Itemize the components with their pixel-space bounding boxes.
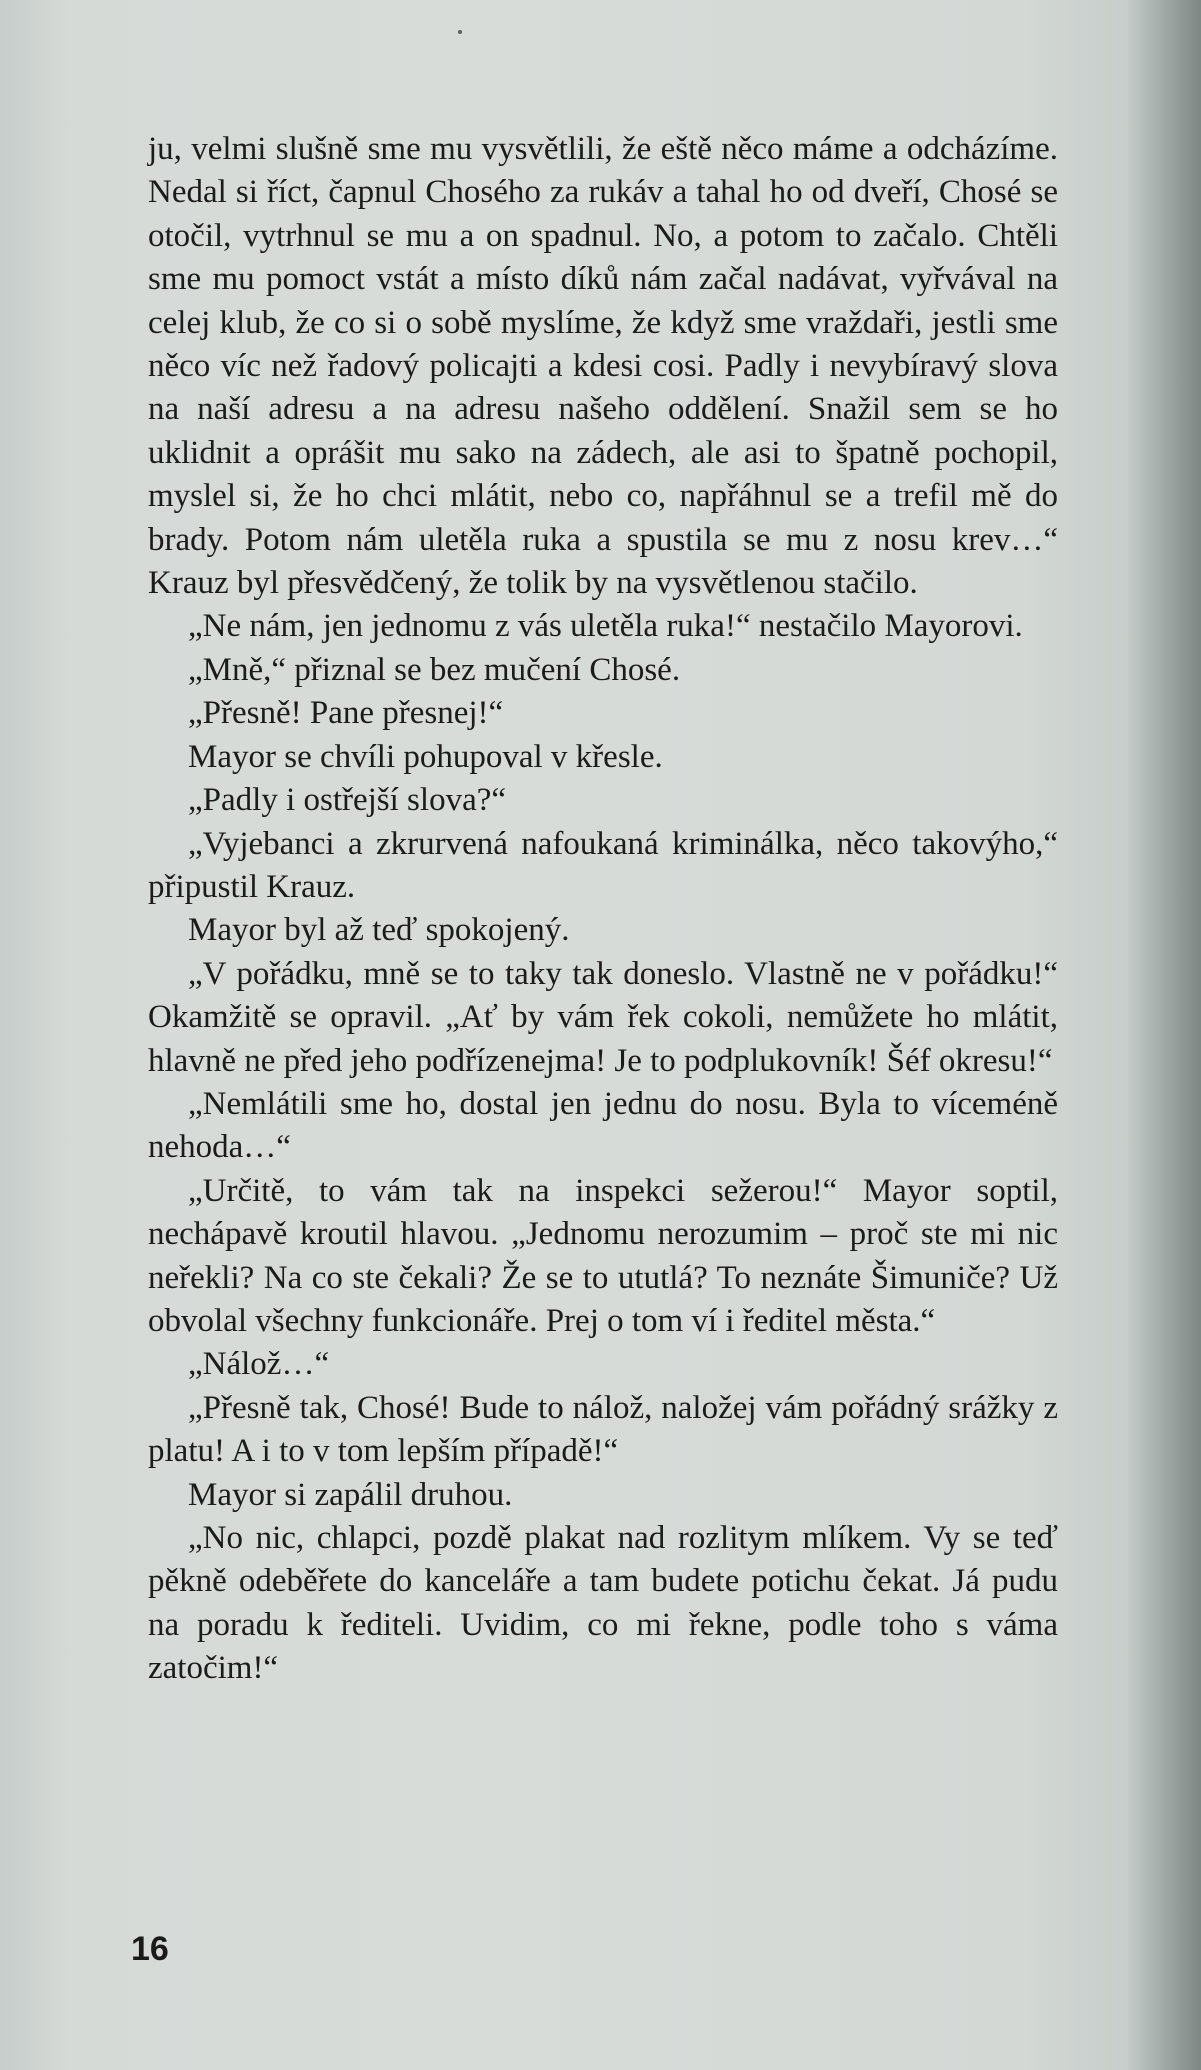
paragraph: „Přesně tak, Chosé! Bude to nálož, naložej vám pořádný srážky z platu! A i to v tom lepším případě!“ xyxy=(148,1389,1058,1470)
paragraph: ju, velmi slušně sme mu vysvětlili, že eště něco máme a odcházíme. Nedal si říct, čapnul Chosého za rukáv a tahal ho od dveří, Chosé se otočil, vytrhnul se mu a on spadnul. No, a potom to začalo. Chtěli sme mu pomoct vstát a místo díků nám začal nadávat, vyřvával na celej klub, že co si o sobě myslíme, že když sme vraždaři, jestli sme něco víc než řadový policajti a kdesi cosi. Padly i nevybíravý slova na naší adresu a na adresu našeho oddělení. Snažil sem se ho uklidnit a oprášit mu sako na zádech, ale asi to špatně pochopil, myslel si, že ho chci mlátit, nebo co, napřáhnul se a trefil mě do brady. Potom nám uletěla ruka a spustila se mu z nosu krev…“ Krauz byl přesvědčený, že tolik by na vysvětlenou stačilo. xyxy=(148,131,1058,602)
paragraph: Mayor se chvíli pohupoval v křesle. xyxy=(188,738,663,775)
paragraph: „Ne nám, jen jednomu z vás uletěla ruka!“ nestačilo Mayorovi. xyxy=(188,608,1023,645)
paragraph: Mayor byl až teď spokojený. xyxy=(188,912,570,949)
page-edge-shadow xyxy=(1128,0,1201,2070)
page-number: 16 xyxy=(131,1930,169,1968)
paragraph: „V pořádku, mně se to taky tak doneslo. Vlastně ne v pořádku!“ Okamžitě se opravil. „Ať by vám řek cokoli, nemůžete ho mlátit, hlavně ne před jeho podřízenejma! Je to podplukovník! Šéf okresu!“ xyxy=(148,955,1058,1079)
paragraph: „Padly i ostřejší slova?“ xyxy=(188,782,507,819)
paragraph: „Mně,“ přiznal se bez mučení Chosé. xyxy=(188,651,681,688)
paragraph: „Nálož…“ xyxy=(188,1346,330,1383)
paragraph: „Určitě, to vám tak na inspekci sežerou!“ Mayor soptil, nechápavě kroutil hlavou. „Jednomu nerozumim – proč ste mi nic neřekli? Na co ste čekali? Že se to ututlá? To neznáte Šimuniče? Už obvolal všechny funkcionáře. Prej o tom ví i ředitel města.“ xyxy=(148,1172,1058,1339)
paragraph: „Vyjebanci a zkrurvená nafoukaná kriminálka, něco takovýho,“ připustil Krauz. xyxy=(148,825,1058,905)
paragraph: Mayor si zapálil druhou. xyxy=(188,1476,513,1513)
paragraph: „Nemlátili sme ho, dostal jen jednu do nosu. Byla to víceméně nehoda…“ xyxy=(148,1085,1058,1166)
paper-speck xyxy=(458,30,462,34)
paragraph: „No nic, chlapci, pozdě plakat nad rozlitym mlíkem. Vy se teď pěkně odeběřete do kanceláře a tam budete potichu čekat. Já pudu na poradu k řediteli. Uvidim, co mi řekne, podle toho s váma zatočim!“ xyxy=(148,1520,1058,1687)
paragraph: „Přesně! Pane přesnej!“ xyxy=(188,695,504,732)
body-text xyxy=(148,128,1058,1691)
